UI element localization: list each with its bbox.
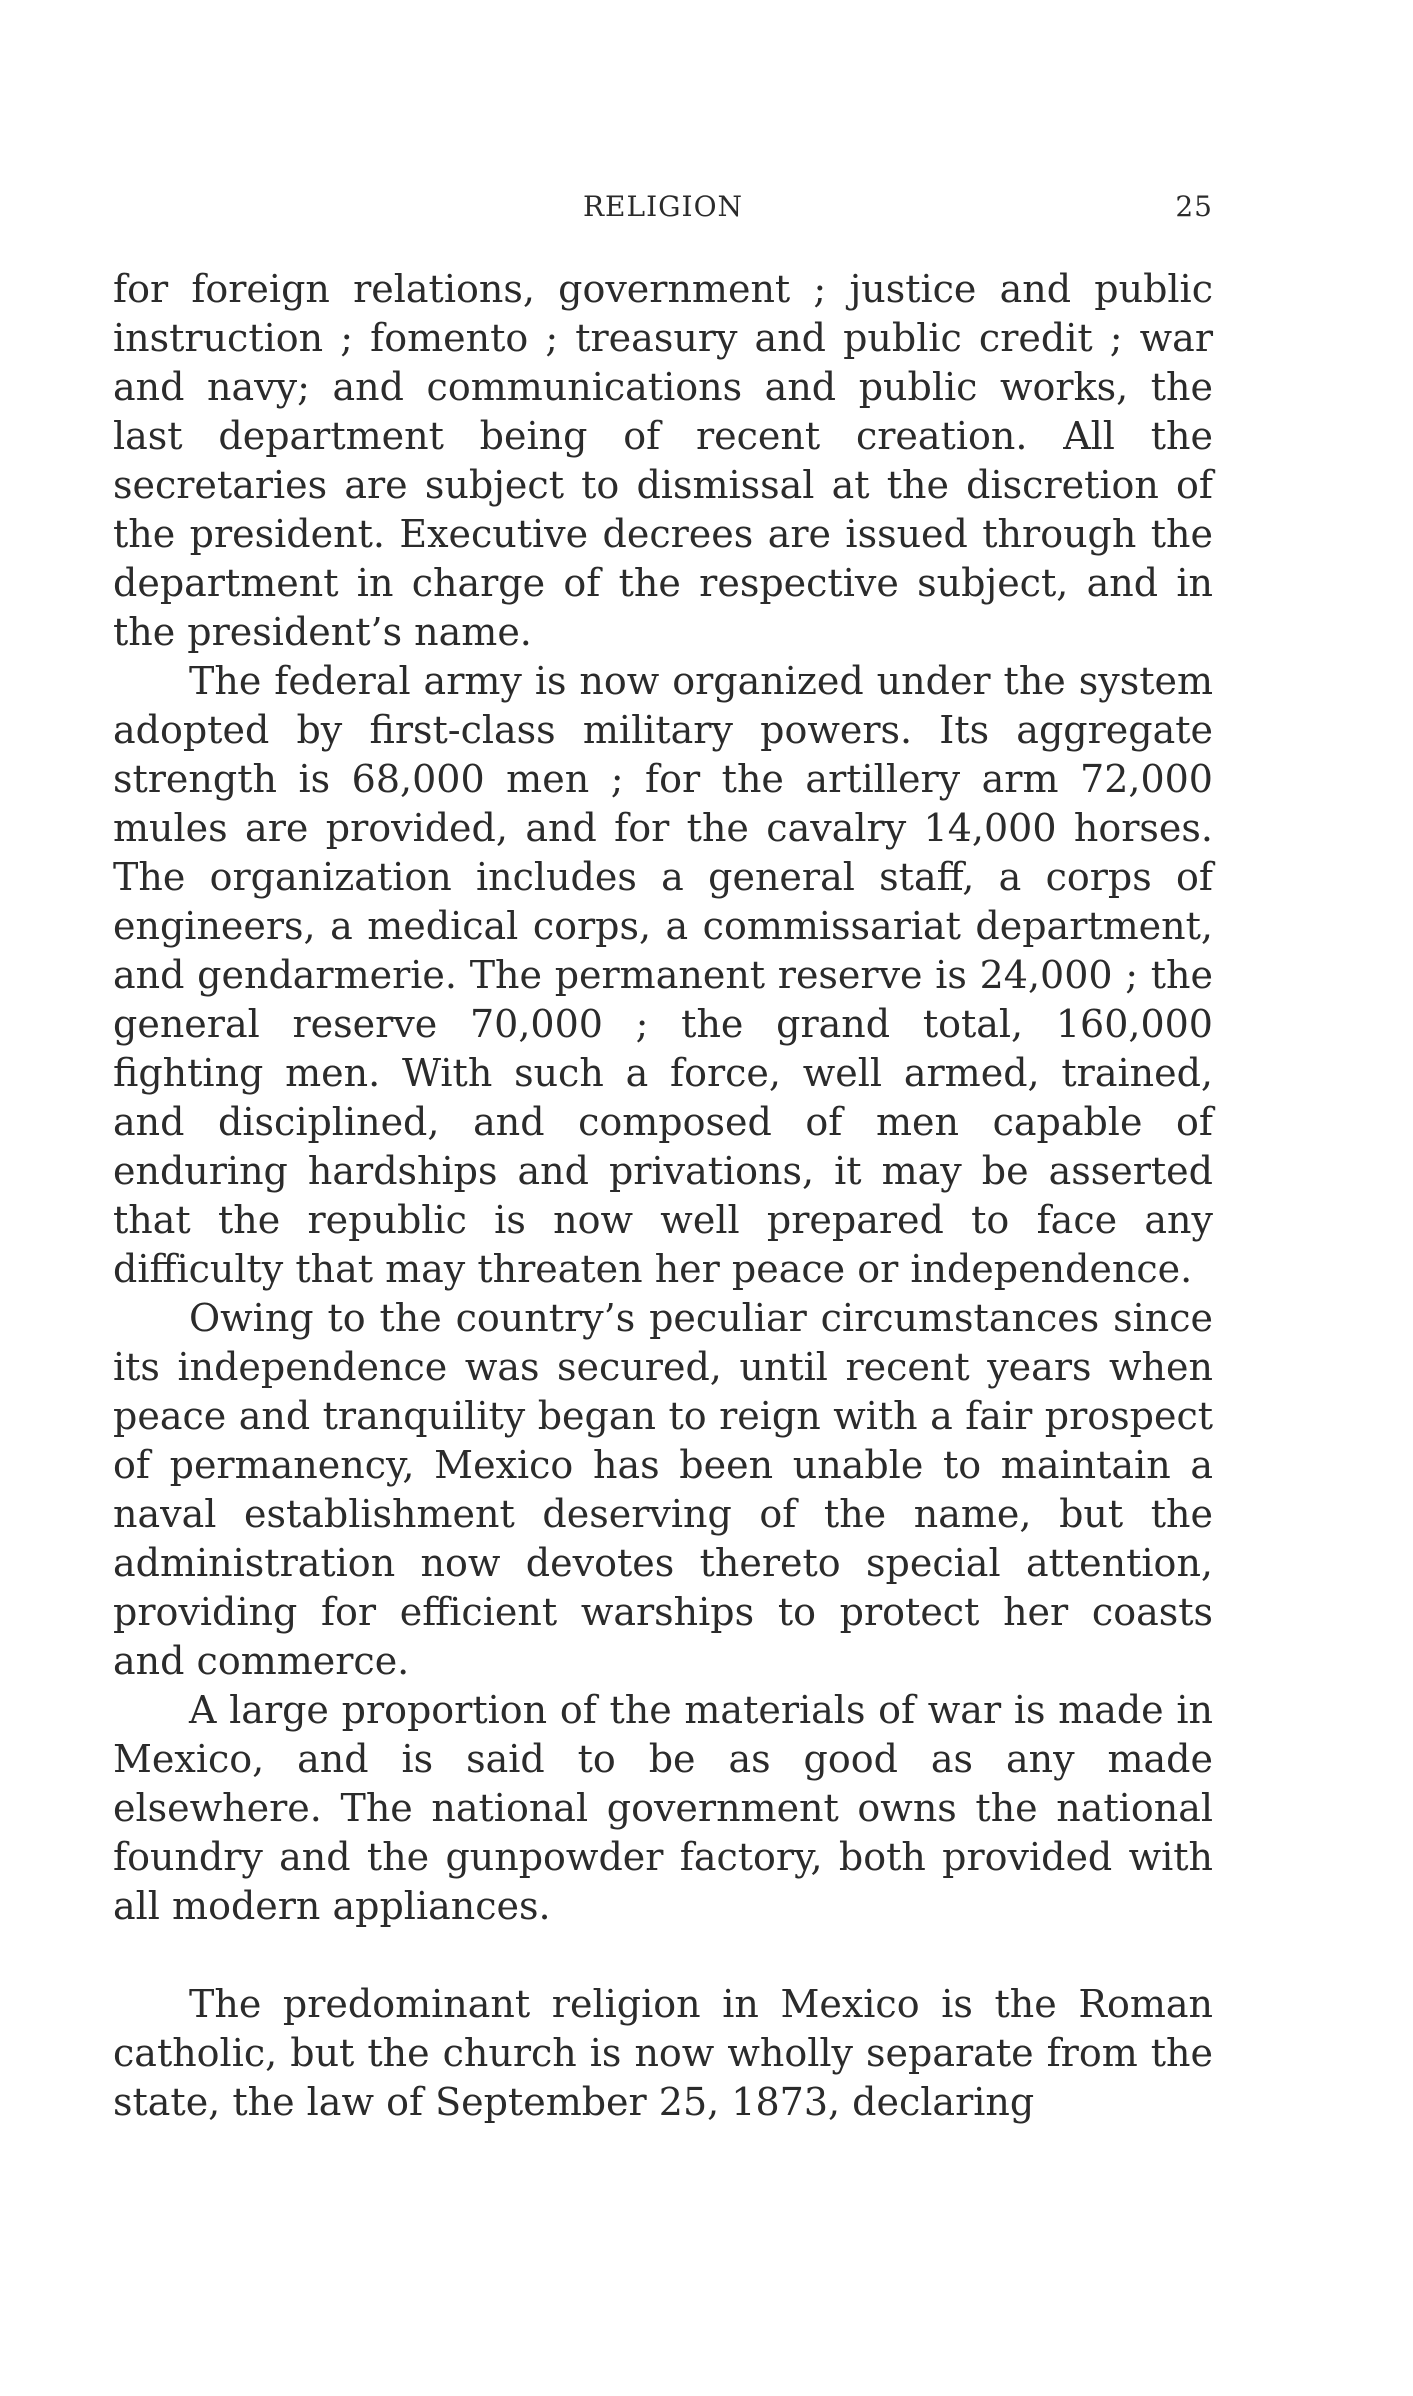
page-number: 25 [1175, 190, 1213, 223]
paragraph-war-materials: A large proportion of the materials of war is made in Mexico, and is said to be as good as any made elsewhere. The national government owns the national foundry and the gunpowder factory, both provided with all modern appliances. [113, 1688, 1213, 1928]
paragraph-religion: The predominant religion in Mexico is the Roman catholic, but the church is now wholly separate from the state, the law of September 25, 1873, declaring [113, 1982, 1213, 2124]
page-title: RELIGION [582, 190, 744, 223]
paragraph-government-departments: for foreign relations, government ; justice and public instruction ; fomento ; treasury and public credit ; war and navy; and communications and public works, the last department being of recent creation. All the secretaries are subject to dismissal at the discretion of the president. Executive decrees are issued through the department in charge of the respective subject, and in the president’s name. [113, 267, 1213, 654]
paragraph-navy: Owing to the country’s peculiar circumstances since its independence was secured, until recent years when peace and tranquility began to reign with a fair prospect of permanency, Mexico has been unable to maintain a naval establishment deserving of the name, but the administration now devotes thereto special attention, providing for efficient warships to protect her coasts and commerce. [113, 1296, 1213, 1683]
running-header [113, 190, 1213, 230]
body-text [113, 265, 1213, 2127]
paragraph-federal-army: The federal army is now organized under the system adopted by first-class military powers. Its aggregate strength is 68,000 men ; for the artillery arm 72,000 mules are provided, and for the cavalry 14,000 horses. The organization includes a general staff, a corps of engineers, a medical corps, a commissariat department, and gendarmerie. The permanent reserve is 24,000 ; the general reserve 70,000 ; the grand total, 160,000 fighting men. With such a force, well armed, trained, and disciplined, and composed of men capable of enduring hardships and privations, it may be asserted that the republic is now well prepared to face any difficulty that may threaten her peace or independence. [113, 659, 1213, 1291]
